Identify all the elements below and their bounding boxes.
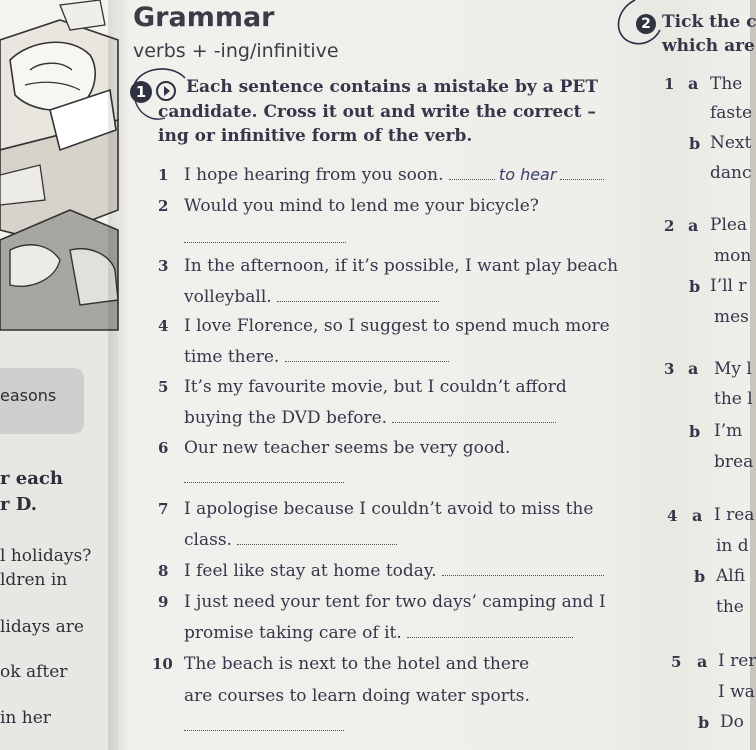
option-letter: b: [689, 134, 701, 153]
question-number: 2: [664, 217, 675, 235]
exercise2-title: [662, 10, 756, 58]
answer-line[interactable]: [285, 347, 449, 362]
question-number: 3: [664, 360, 675, 378]
option-letter: a: [688, 359, 699, 378]
option-letter: a: [692, 506, 703, 525]
option-letter: b: [694, 567, 706, 586]
exercise-item: [158, 196, 539, 216]
answer-row: [184, 228, 346, 248]
option-text: the: [716, 597, 744, 617]
answer-line[interactable]: [184, 468, 344, 483]
item-text: I hope hearing from you soon.: [184, 165, 444, 185]
option-letter: b: [698, 713, 710, 732]
item-text: In the afternoon, if it’s possible, I want play beach: [184, 256, 619, 276]
answer-line[interactable]: [407, 623, 573, 638]
exercise-item: [158, 592, 606, 612]
option-letter: a: [697, 652, 708, 671]
option-letter: a: [688, 216, 699, 235]
question-number: 4: [667, 507, 678, 525]
item-number: 2: [158, 197, 169, 215]
left-line: in her: [0, 708, 51, 728]
left-line: r D.: [0, 494, 37, 515]
item-text: I apologise because I couldn’t avoid to miss the: [184, 499, 594, 519]
option-letter: b: [689, 422, 701, 441]
item-text: Would you mind to lend me your bicycle?: [184, 196, 539, 216]
item-continuation: [184, 686, 530, 706]
item-text: promise taking care of it.: [184, 623, 402, 643]
question-number: 1: [664, 75, 675, 93]
item-text: The beach is next to the hotel and there: [184, 654, 530, 674]
option-text: The: [710, 74, 743, 94]
answer-line[interactable]: [560, 165, 604, 180]
exercise2-title-line: which are: [662, 36, 755, 56]
option-text: mes: [714, 307, 749, 327]
left-page-column: [0, 0, 118, 750]
item-text: volleyball.: [184, 287, 272, 307]
option-text: brea: [714, 452, 754, 472]
item-text: I just need your tent for two days’ camping and I: [184, 592, 606, 612]
option-text: in d: [716, 536, 749, 556]
answer-line[interactable]: [392, 408, 556, 423]
item-continuation: [184, 347, 449, 367]
exercise-item: [158, 165, 604, 185]
option-text: faste: [710, 103, 753, 123]
left-line: ldren in: [0, 570, 68, 590]
sleeping-person-drawing: [0, 0, 118, 330]
item-number: 1: [158, 166, 169, 184]
answer-row: [184, 716, 344, 736]
left-line: lidays are: [0, 617, 84, 637]
option-text: Next: [710, 133, 752, 153]
exercise-item: [152, 654, 529, 674]
exercise2-title-line: Tick the c: [662, 12, 756, 32]
question-number: 5: [671, 653, 682, 671]
cartoon-illustration: [0, 0, 118, 330]
exercise-item: [158, 377, 567, 397]
left-line: r each: [0, 468, 63, 489]
option-text: mon: [714, 246, 752, 266]
page-subtitle: verbs + -ing/infinitive: [133, 40, 339, 62]
item-text: I feel like stay at home today.: [184, 561, 437, 581]
left-line: l holidays?: [0, 546, 92, 566]
item-continuation: [184, 623, 573, 643]
item-number: 3: [158, 257, 169, 275]
item-continuation: [184, 287, 439, 307]
option-text: Alfi: [716, 566, 746, 586]
left-line: ok after: [0, 662, 68, 682]
item-number: 9: [158, 593, 169, 611]
item-text: buying the DVD before.: [184, 408, 388, 428]
item-continuation: [184, 408, 556, 428]
item-text: time there.: [184, 347, 280, 367]
item-text: I love Florence, so I suggest to spend much more: [184, 316, 610, 336]
item-text: class.: [184, 530, 232, 550]
pen-circle-mark: [605, 0, 665, 50]
exercise-instructions: Each sentence contains a mistake by a PET candidate. Cross it out and write the correct –ing or infinitive form of the verb.: [158, 77, 599, 146]
exercise-item: [158, 561, 604, 581]
option-text: I’ll r: [710, 276, 747, 296]
item-number: 10: [152, 655, 173, 673]
option-text: Do: [720, 712, 744, 732]
answer-line[interactable]: [184, 716, 344, 731]
option-text: I’m: [714, 421, 743, 441]
answer-line[interactable]: [237, 530, 397, 545]
exercise-item: [158, 438, 510, 458]
seasons-label: easons: [0, 386, 57, 405]
item-number: 8: [158, 562, 169, 580]
option-text: My l: [714, 359, 752, 379]
option-text: I wa: [718, 682, 755, 702]
option-text: danc: [710, 163, 752, 183]
item-continuation: [184, 530, 397, 550]
exercise-item: [158, 316, 610, 336]
option-text: I rer: [718, 651, 756, 671]
item-text: It’s my favourite movie, but I couldn’t afford: [184, 377, 567, 397]
item-number: 5: [158, 378, 169, 396]
option-letter: a: [688, 74, 699, 93]
item-number: 7: [158, 500, 169, 518]
answer-row: [184, 468, 344, 488]
answer-line[interactable]: [277, 287, 439, 302]
handwritten-answer: to hear: [498, 165, 557, 184]
exercise-item: [158, 499, 593, 519]
exercise-item: [158, 256, 618, 276]
option-text: I rea: [714, 505, 755, 525]
item-number: 4: [158, 317, 169, 335]
page-title: Grammar: [133, 2, 275, 33]
exercise-number-badge: 1: [130, 81, 152, 103]
answer-line[interactable]: [449, 165, 495, 180]
item-text: Our new teacher seems be very good.: [184, 438, 511, 458]
answer-line[interactable]: [184, 228, 346, 243]
option-letter: b: [689, 277, 701, 296]
item-text: are courses to learn doing water sports.: [184, 686, 530, 706]
item-number: 6: [158, 439, 169, 457]
exercise-number-badge: 2: [636, 14, 656, 34]
answer-line[interactable]: [442, 561, 604, 576]
option-text: Plea: [710, 215, 748, 235]
option-text: the l: [714, 389, 753, 409]
